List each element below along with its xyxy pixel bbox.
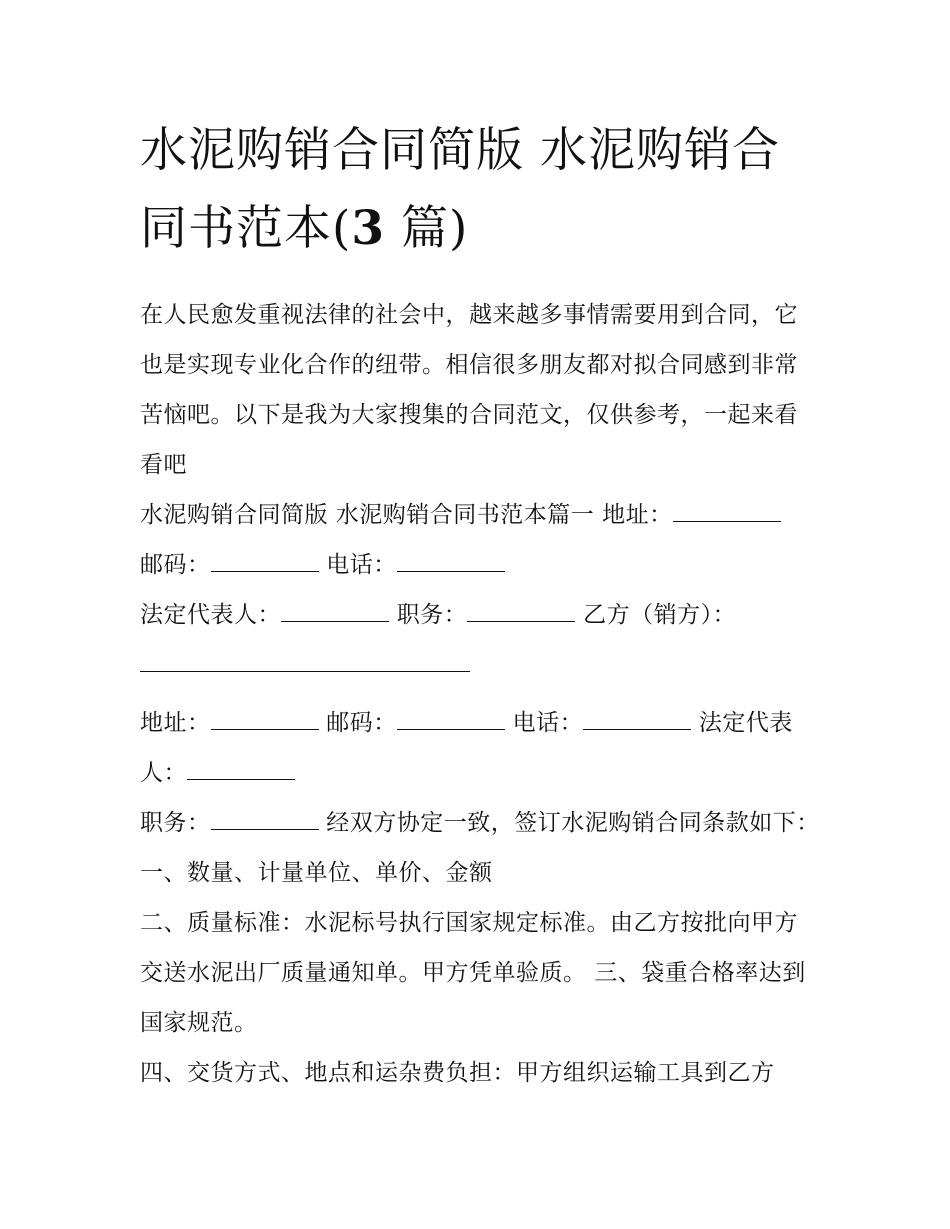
quality-standard-paragraph: 二、质量标准：水泥标号执行国家规定标准。由乙方按批向甲方交送水泥出厂质量通知单。甲方凭单验质。 三、袋重合格率达到国家规范。 (140, 910, 806, 1036)
party-b-phone-label: 电话： (504, 710, 584, 736)
party-b-address-label: 地址： (140, 710, 211, 736)
party-b-label: 乙方（销方）： (575, 602, 737, 628)
fill-blank-party-b-address (211, 709, 319, 730)
fill-blank-party-b-postcode (397, 709, 505, 730)
contract-heading-address: 水泥购销合同简版 水泥购销合同书范本篇一 地址： (140, 502, 673, 528)
fill-blank-party-b-rep (187, 759, 295, 780)
document-body (140, 290, 820, 1098)
fill-blank-legal-rep (281, 601, 389, 622)
party-b-rep-label: 法定代表人： (140, 710, 793, 786)
fill-blank-phone (397, 551, 505, 572)
fill-blank-party-b-position (211, 809, 319, 830)
position-label: 职务： (389, 602, 468, 628)
terms-intro-text: 经双方协定一致，签订水泥购销合同条款如下： 一、数量、计量单位、单价、金额 (140, 810, 820, 886)
fill-blank-party-b-phone (583, 709, 691, 730)
fill-blank-postcode (211, 551, 319, 572)
party-a-rep-line (140, 590, 820, 690)
fill-blank-party-b (140, 651, 470, 672)
document-title (140, 112, 820, 268)
intro-paragraph: 在人民愈发重视法律的社会中，越来越多事情需要用到合同，它也是实现专业化合作的纽带。相信很多朋友都对拟合同感到非常苦恼吧。以下是我为大家搜集的合同范文，仅供参考，一起来看看吧 (140, 302, 798, 478)
title-text-part2: 篇) (385, 201, 469, 256)
terms-intro-line (140, 798, 820, 898)
title-count: 3 (351, 201, 386, 256)
party-a-address-line (140, 490, 820, 590)
delivery-paragraph: 四、交货方式、地点和运杂费负担：甲方组织运输工具到乙方 (140, 1060, 775, 1086)
title-text-part1: 水泥购销合同简版 水泥购销合同书范本( (140, 123, 780, 256)
fill-blank-address (673, 501, 781, 522)
legal-rep-label: 法定代表人： (140, 602, 281, 628)
phone-label: 电话： (318, 552, 397, 578)
party-b-position-label: 职务： (140, 810, 211, 836)
postcode-label: 邮码： (140, 552, 211, 578)
party-b-postcode-label: 邮码： (318, 710, 397, 736)
party-b-address-line (140, 698, 820, 798)
document-page (140, 112, 820, 1098)
fill-blank-position (467, 601, 575, 622)
